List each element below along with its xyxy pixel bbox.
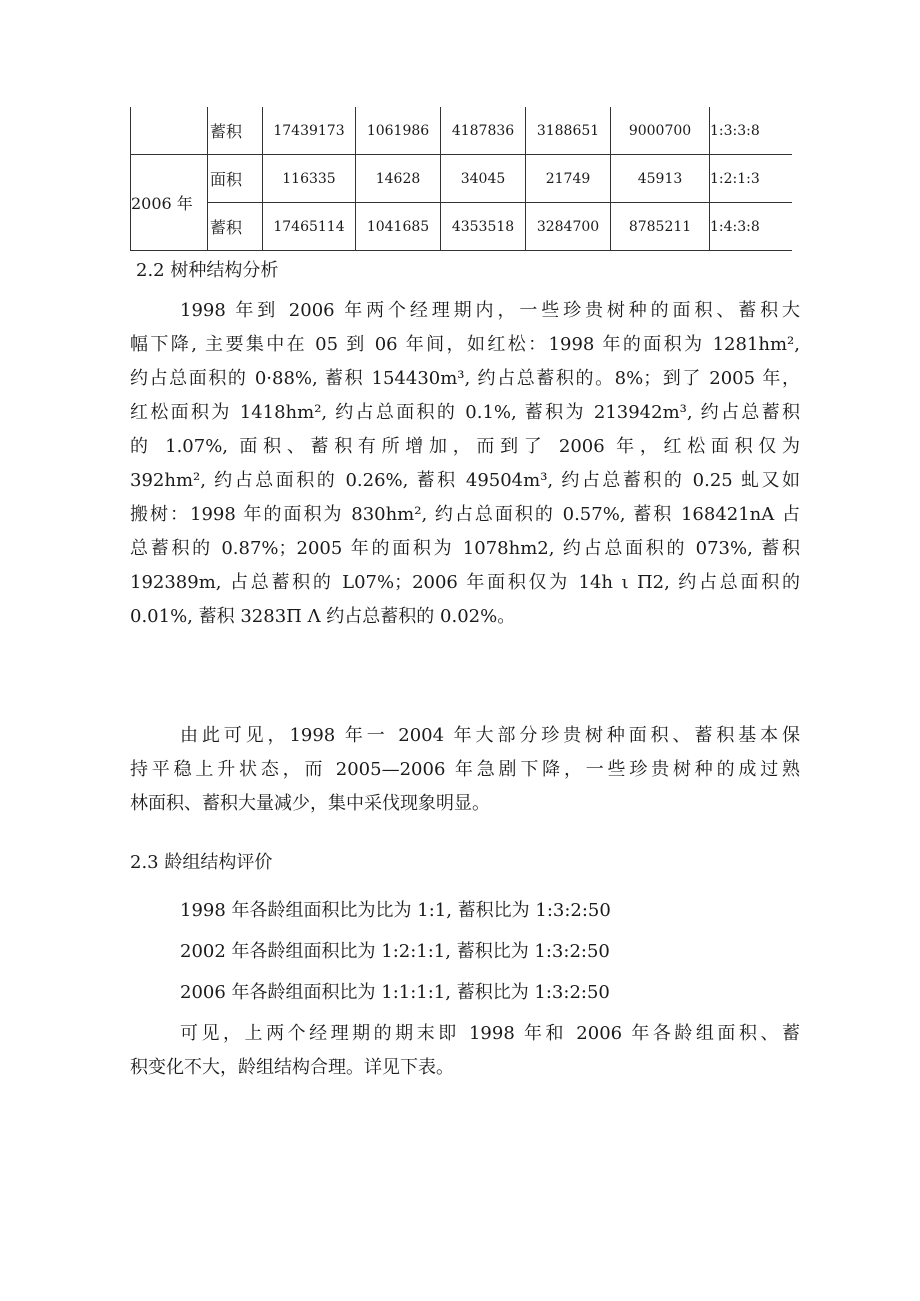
ratio-line-2006: 2006 年各龄组面积比为 1:1:1:1, 蓄积比为 1:3:2:50 <box>180 982 610 1003</box>
value-cell: 4353518 <box>441 203 526 251</box>
value-cell: 9000700 <box>611 107 710 155</box>
table-row <box>131 155 793 203</box>
ratio-cell: 1:4:3:8 <box>710 203 793 251</box>
value-cell: 45913 <box>611 155 710 203</box>
paragraph-age-conclusion <box>130 1017 800 1085</box>
paragraph-line: 持平稳上升状态，而 2005—2006 年急剧下降，一些珍贵树种的成过熟 <box>130 759 800 780</box>
kind-cell: 蓄积 <box>208 203 263 251</box>
table-row <box>131 203 793 251</box>
section-heading-2-2: 2.2 树种结构分析 <box>136 260 279 281</box>
paragraph-line: 0.01%, 蓄积 3283Π Λ 约占总蓄积的 0.02%。 <box>130 606 516 627</box>
paragraph-line: 192389m, 占总蓄积的 L07%；2006 年面积仅为 14h ι Π2, 约占总面积的 <box>130 572 800 593</box>
paragraph-line: 392hm², 约占总面积的 0.26%, 蓄积 49504m³, 约占总蓄积的 0.25 虬又如 <box>130 470 800 491</box>
paragraph-conclusion-species <box>130 719 800 821</box>
paragraph-line: 的 1.07%, 面积、蓄积有所增加，而到了 2006 年，红松面积仅为 <box>130 436 800 457</box>
ratio-cell: 1:2:1:3 <box>710 155 793 203</box>
ratio-line-2002: 2002 年各龄组面积比为 1:2:1:1, 蓄积比为 1:3:2:50 <box>180 941 610 962</box>
year-label: 2006 年 <box>131 194 193 213</box>
paragraph-line: 积变化不大，龄组结构合理。详见下表。 <box>130 1057 454 1078</box>
value-cell: 17439173 <box>263 107 356 155</box>
paragraph-line: 可见，上两个经理期的期末即 1998 年和 2006 年各龄组面积、蓄 <box>180 1023 800 1044</box>
forest-data-table <box>130 107 792 251</box>
paragraph-line: 幅下降, 主要集中在 05 到 06 年间，如红松：1998 年的面积为 1281hm², <box>130 334 800 355</box>
value-cell: 34045 <box>441 155 526 203</box>
paragraph-line: 红松面积为 1418hm², 约占总面积的 0.1%, 蓄积为 213942m³, 约占总蓄积 <box>130 402 800 423</box>
ratio-line-1998: 1998 年各龄组面积比为比为 1:1, 蓄积比为 1:3:2:50 <box>180 900 611 921</box>
table-row <box>131 107 793 155</box>
paragraph-line: 搬树：1998 年的面积为 830hm², 约占总面积的 0.57%, 蓄积 168421nA 占 <box>130 504 800 525</box>
value-cell: 4187836 <box>441 107 526 155</box>
year-cell <box>131 107 208 155</box>
kind-cell: 面积 <box>208 155 263 203</box>
paragraph-line: 1998 年到 2006 年两个经理期内，一些珍贵树种的面积、蓄积大 <box>180 300 800 321</box>
value-cell: 1061986 <box>356 107 441 155</box>
year-cell <box>131 155 208 251</box>
value-cell: 21749 <box>526 155 611 203</box>
value-cell: 1041685 <box>356 203 441 251</box>
value-cell: 14628 <box>356 155 441 203</box>
paragraph-line: 由此可见，1998 年一 2004 年大部分珍贵树种面积、蓄积基本保 <box>180 725 800 746</box>
value-cell: 116335 <box>263 155 356 203</box>
ratio-cell: 1:3:3:8 <box>710 107 793 155</box>
value-cell: 3284700 <box>526 203 611 251</box>
value-cell: 3188651 <box>526 107 611 155</box>
value-cell: 8785211 <box>611 203 710 251</box>
paragraph-line: 总蓄积的 0.87%；2005 年的面积为 1078hm2, 约占总面积的 073%, 蓄积 <box>130 538 800 559</box>
paragraph-line: 林面积、蓄积大量减少，集中采伐现象明显。 <box>130 793 490 814</box>
value-cell: 17465114 <box>263 203 356 251</box>
paragraph-tree-species <box>130 294 800 634</box>
paragraph-line: 约占总面积的 0·88%, 蓄积 154430m³, 约占总蓄积的。8%；到了 2005 年， <box>130 368 800 389</box>
kind-cell: 蓄积 <box>208 107 263 155</box>
section-heading-2-3: 2.3 龄组结构评价 <box>130 852 273 873</box>
